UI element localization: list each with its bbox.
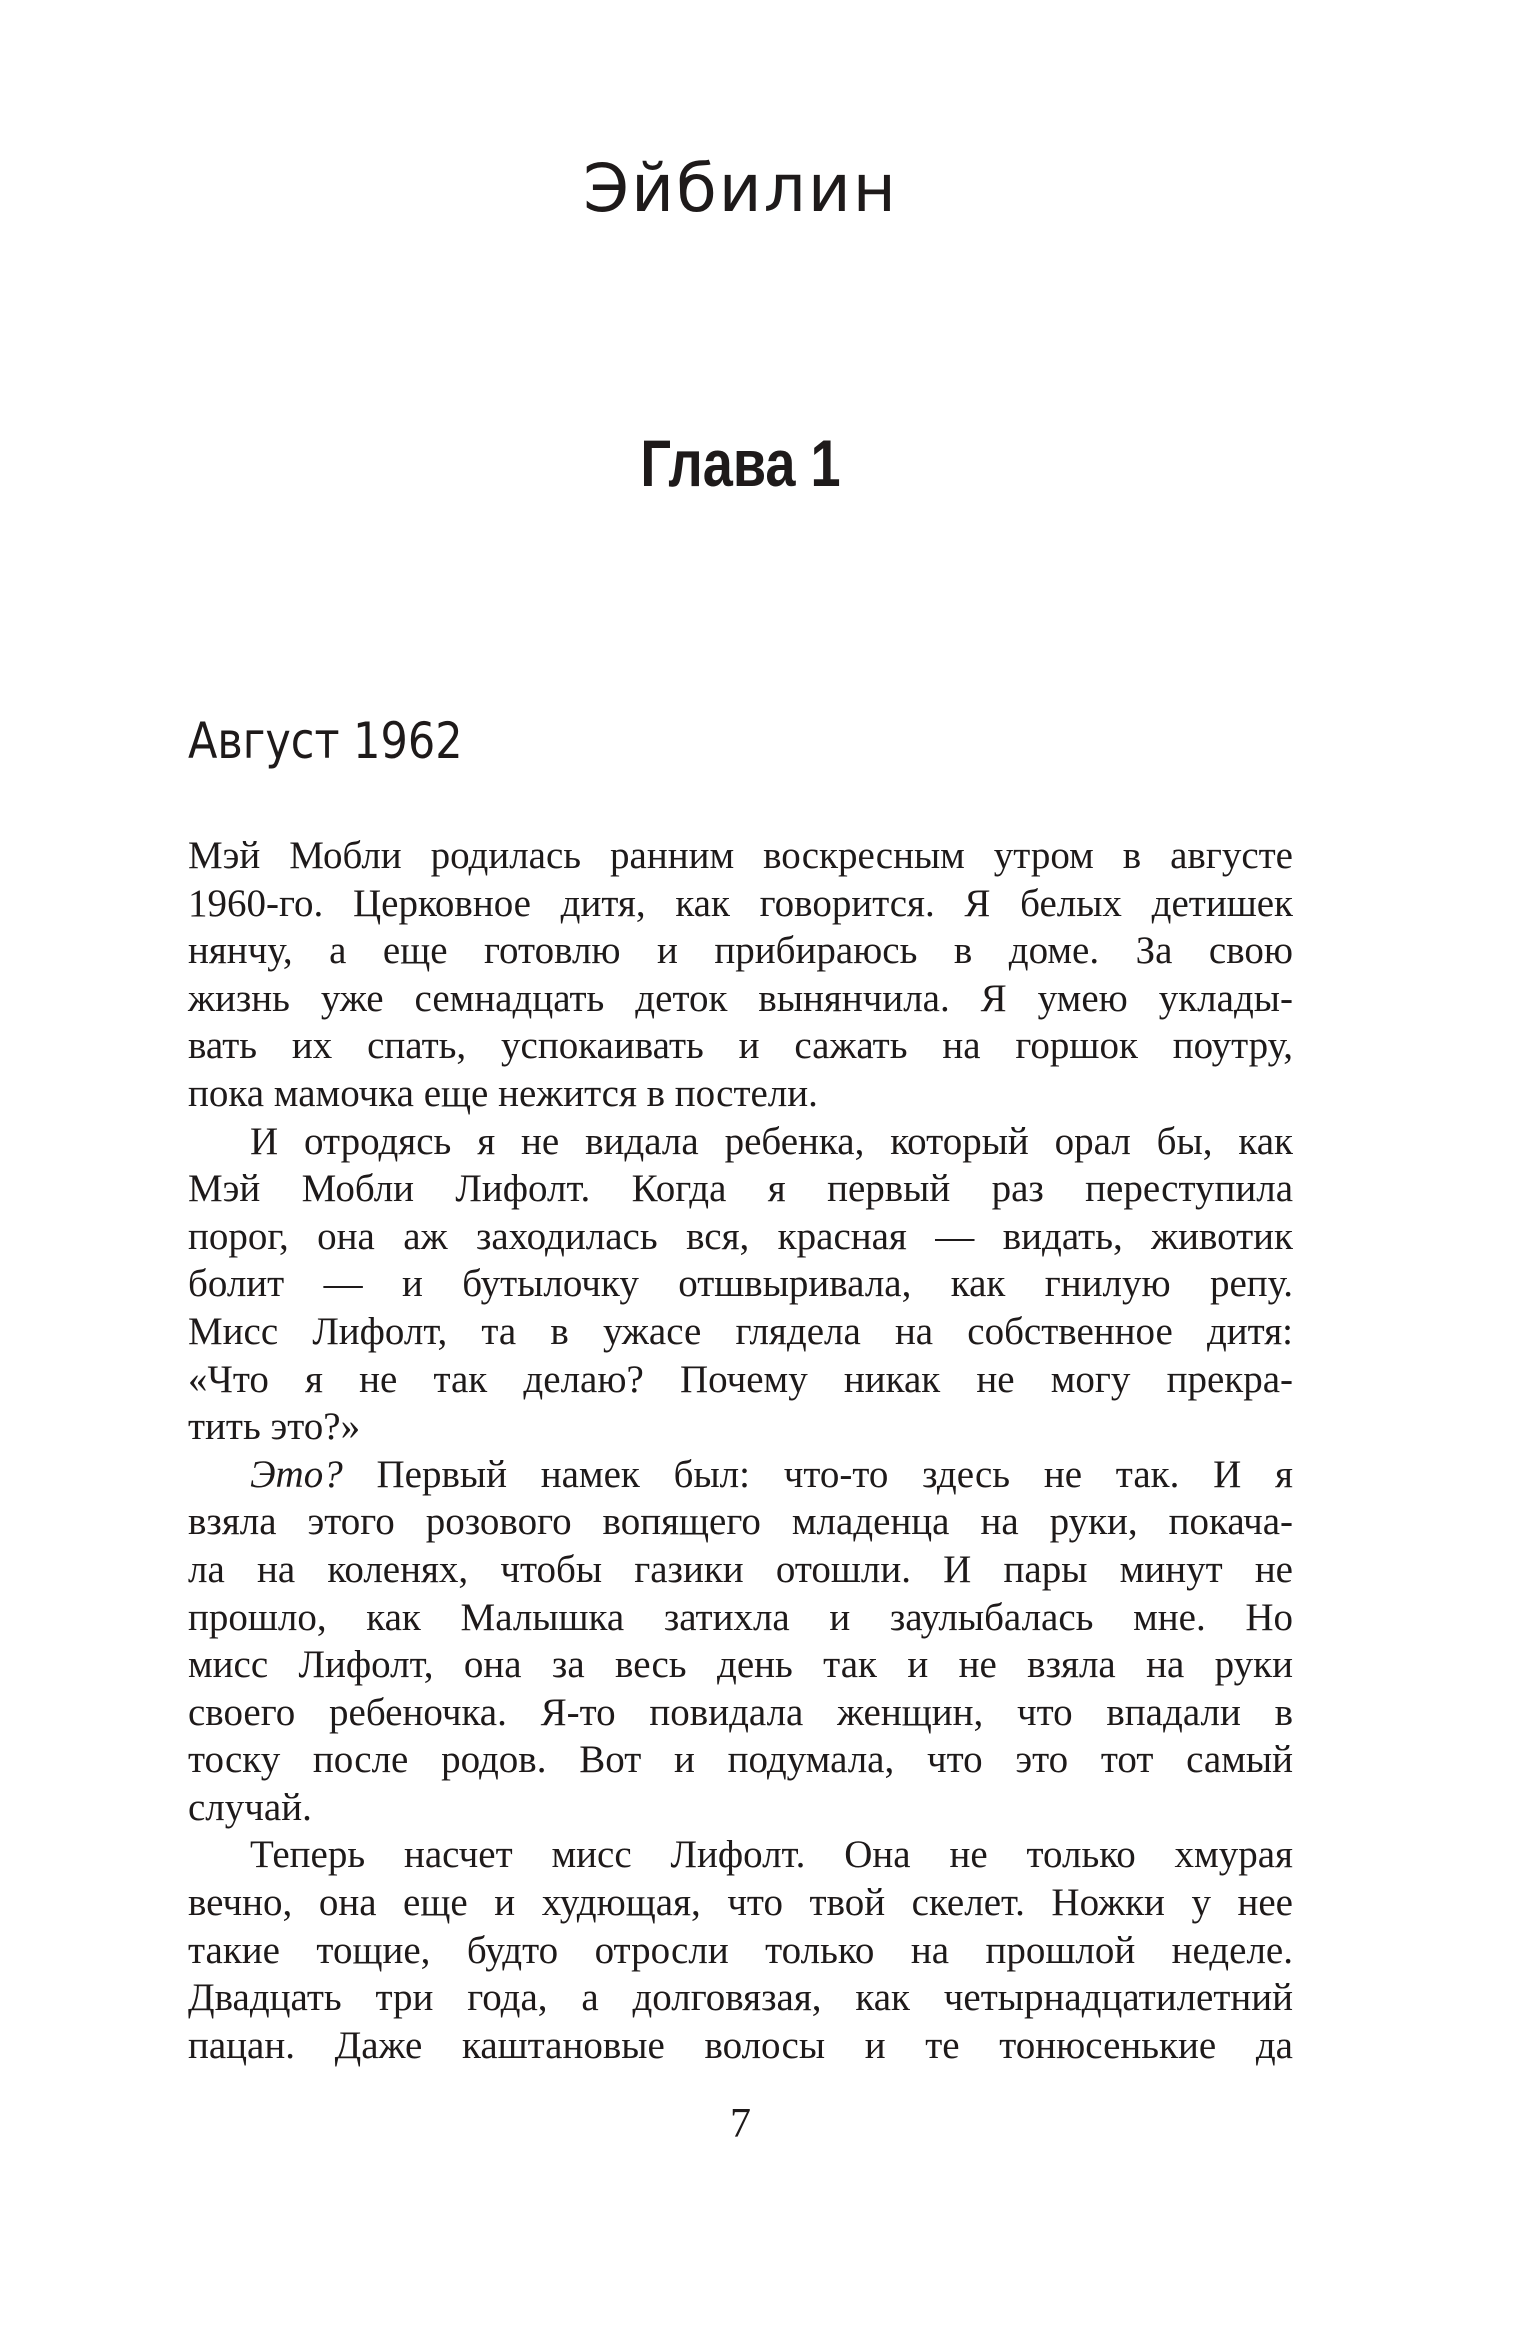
text-line: взяла этого розового вопящего младенца на руки, покача- (188, 1500, 1293, 1544)
text-line: своего ребеночка. Я-то повидала женщин, что впадали в (188, 1690, 1293, 1734)
text-line: И отродясь я не видала ребенка, который орал бы, как (250, 1119, 1293, 1163)
body-text (188, 832, 1293, 2069)
text-line: Мэй Мобли родилась ранним воскресным утром в августе (188, 834, 1293, 877)
page-number: 7 (730, 2101, 751, 2147)
text-line: случай. (188, 1785, 312, 1829)
text-line: ла на коленях, чтобы газики отошли. И пары минут не (188, 1547, 1293, 1591)
text-line: тить это?» (188, 1405, 361, 1449)
text-line: «Что я не так делаю? Почему никак не могу прекра- (188, 1357, 1293, 1401)
text-line: пока мамочка еще нежится в постели. (188, 1071, 818, 1115)
text-line: прошло, как Малышка затихла и заулыбалась мне. Но (188, 1595, 1293, 1639)
text-line: Двадцать три года, а долговязая, как четырнадцатилетний (188, 1976, 1293, 2020)
text-line: вать их спать, успокаивать и сажать на горшок поутру, (188, 1024, 1293, 1068)
text-line: пацан. Даже каштановые волосы и те тонюсенькие да (188, 2023, 1293, 2067)
text-line: Мэй Мобли Лифолт. Когда я первый раз переступила (188, 1167, 1293, 1211)
text-line: Мисс Лифолт, та в ужасе глядела на собственное дитя: (188, 1309, 1293, 1353)
part-title: Эйбилин (583, 150, 898, 227)
text-line: нянчу, а еще готовлю и прибираюсь в доме. За свою (188, 929, 1293, 973)
text-line (188, 1451, 1293, 1499)
text-line: болит — и бутылочку отшвыривала, как гнилую репу. (188, 1262, 1293, 1306)
text-line: 1960-го. Церковное дитя, как говорится. Я белых детишек (188, 881, 1293, 925)
text-line: тоску после родов. Вот и подумала, что это тот самый (188, 1738, 1293, 1782)
chapter-title: Глава 1 (640, 426, 841, 500)
text-line: мисс Лифолт, она за весь день так и не взяла на руки (188, 1643, 1293, 1687)
text-line: такие тощие, будто отросли только на прошлой неделе. (188, 1928, 1293, 1972)
date-heading: Август 1962 (188, 712, 463, 770)
text-line: вечно, она еще и худющая, что твой скелет. Ножки у нее (188, 1881, 1293, 1925)
text-line: жизнь уже семнадцать деток вынянчила. Я умею уклады- (188, 976, 1293, 1020)
text-span: Первый намек был: что-то здесь не так. И я (342, 1452, 1293, 1496)
text-line: порог, она аж заходилась вся, красная — видать, животик (188, 1214, 1293, 1258)
text-line: Теперь насчет мисс Лифолт. Она не только хмурая (250, 1833, 1293, 1877)
italic-word: Это? (250, 1452, 343, 1496)
